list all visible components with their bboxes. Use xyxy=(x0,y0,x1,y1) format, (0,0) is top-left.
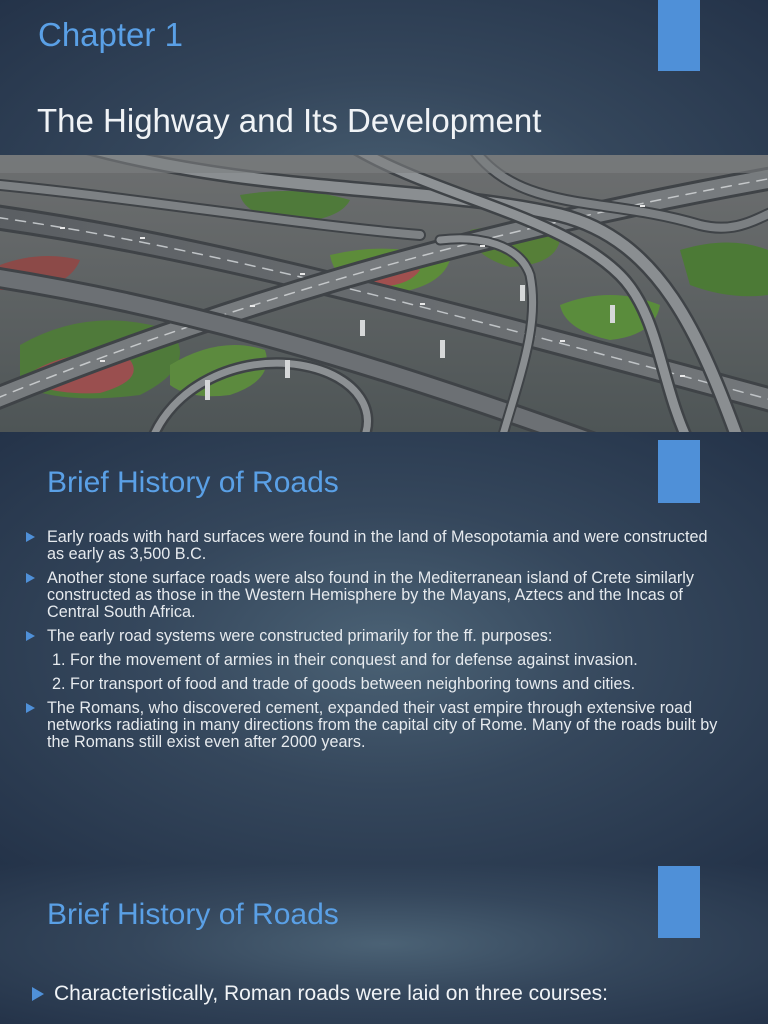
bullet-triangle-icon xyxy=(26,532,35,542)
slide-chapter-title xyxy=(0,0,768,432)
list-item: Another stone surface roads were also found in the Mediterranean island of Crete similarly constructed as those in the Western Hemisphere by the Mayans, Aztecs and the Incas of Central South Africa. xyxy=(24,570,724,621)
sub-list-item: 2. For transport of food and trade of goods between neighboring towns and cities. xyxy=(52,675,636,693)
accent-bar xyxy=(658,440,700,503)
bullet-list xyxy=(24,529,724,758)
list-item: Characteristically, Roman roads were laid on three courses: xyxy=(32,982,652,1006)
slide-brief-history-1 xyxy=(0,432,768,864)
accent-bar xyxy=(658,0,700,71)
bullet-list xyxy=(32,982,652,1006)
bullet-triangle-icon xyxy=(26,703,35,713)
list-item: Early roads with hard surfaces were found in the land of Mesopotamia and were constructed as early as 3,500 B.C. xyxy=(24,529,724,563)
bullet-triangle-icon xyxy=(26,573,35,583)
chapter-label: Chapter 1 xyxy=(38,16,183,53)
bullet-triangle-icon xyxy=(32,987,44,1001)
list-item: The early road systems were constructed primarily for the ff. purposes: xyxy=(24,628,724,645)
section-heading: Brief History of Roads xyxy=(47,466,339,499)
slide-brief-history-2 xyxy=(0,864,768,1024)
sub-list-item: 1. For the movement of armies in their conquest and for defense against invasion. xyxy=(52,651,638,669)
slide-title: The Highway and Its Development xyxy=(37,102,542,139)
list-item: The Romans, who discovered cement, expanded their vast empire through extensive road networks radiating in many directions from the capital city of Rome. Many of the roads built by the Romans still exist even after 2000 years. xyxy=(24,700,724,751)
bullet-triangle-icon xyxy=(26,631,35,641)
highway-interchange-photo xyxy=(0,155,768,432)
section-heading: Brief History of Roads xyxy=(47,898,339,931)
accent-bar xyxy=(658,866,700,938)
